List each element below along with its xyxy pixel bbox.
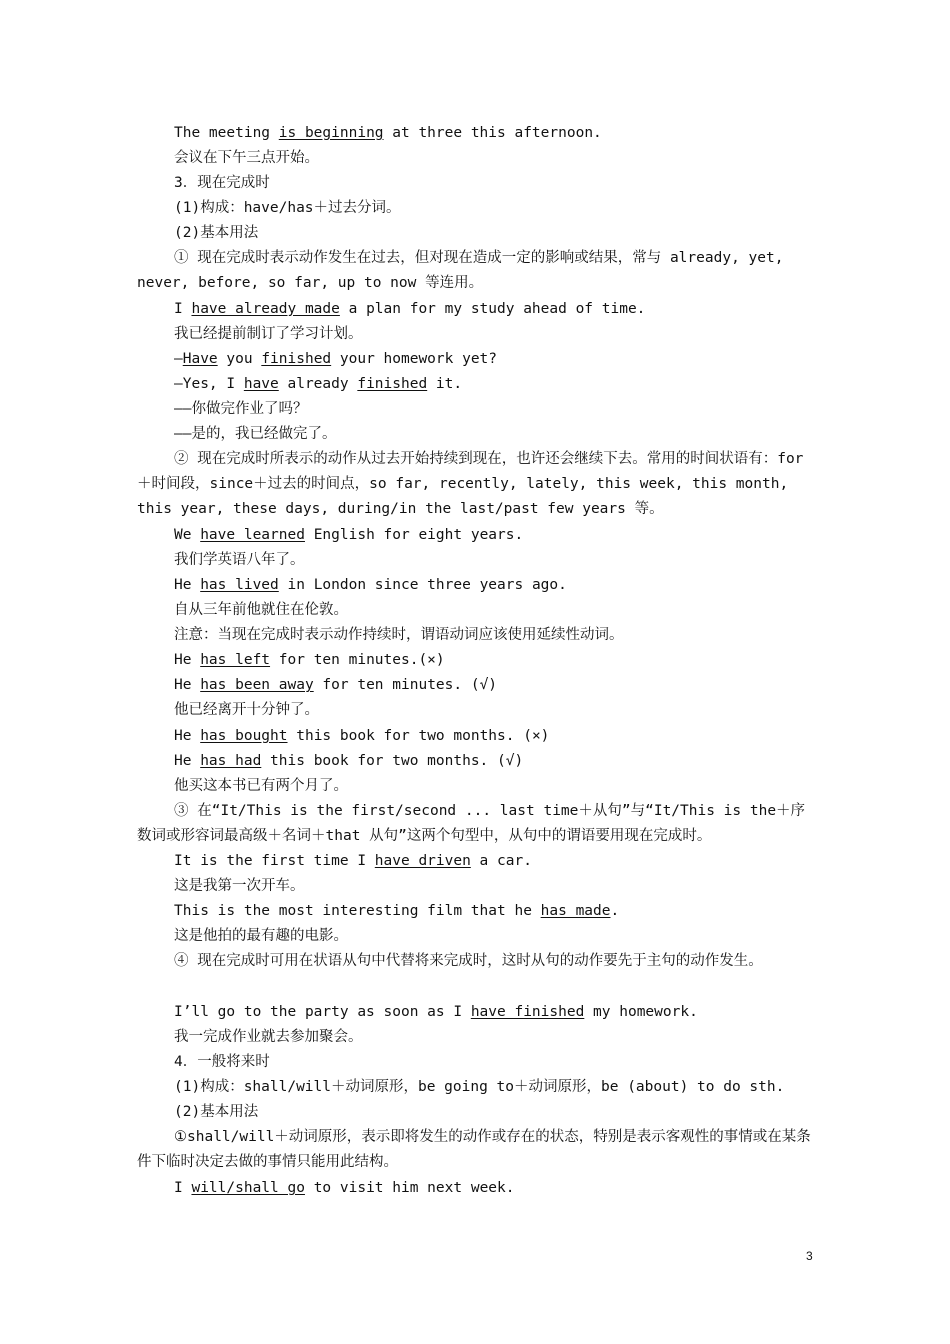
translation: 他已经离开十分钟了。 (174, 702, 319, 718)
example-sentence: We have learned English for eight years. (174, 527, 524, 543)
page-number: 3 (806, 1249, 813, 1263)
translation: 会议在下午三点开始。 (174, 150, 319, 166)
usage-paragraph: ①shall/will＋动词原形，表示即将发生的动作或存在的状态，特别是表示客观性的事情或在某条件下临时决定去做的事情只能用此结构。 (137, 1129, 811, 1170)
structure-note: (1)构成：shall/will＋动词原形，be going to＋动词原形，be (about) to do sth. (174, 1079, 785, 1095)
example-sentence: He has left for ten minutes.(×) (174, 652, 445, 668)
example-sentence: I will/shall go to visit him next week. (174, 1180, 515, 1196)
note: 注意：当现在完成时表示动作持续时，谓语动词应该使用延续性动词。 (174, 627, 624, 643)
example-sentence: It is the first time I have driven a car. (174, 853, 532, 869)
translation: ——是的，我已经做完了。 (174, 426, 337, 442)
example-sentence: This is the most interesting film that he has made. (174, 903, 620, 919)
dialogue-line: —Yes, I have already finished it. (174, 376, 463, 392)
translation: 自从三年前他就住在伦敦。 (174, 602, 348, 618)
dialogue-line: —Have you finished your homework yet? (174, 351, 498, 367)
section-heading: 3．现在完成时 (174, 175, 270, 191)
example-sentence: He has lived in London since three years ago. (174, 577, 567, 593)
subsection-heading: (2)基本用法 (174, 225, 259, 241)
example-sentence: He has bought this book for two months. (×) (174, 728, 550, 744)
translation: 他买这本书已有两个月了。 (174, 778, 348, 794)
translation: 这是我第一次开车。 (174, 878, 305, 894)
translation: 这是他拍的最有趣的电影。 (174, 928, 348, 944)
example-sentence: He has had this book for two months. (√) (174, 753, 524, 769)
translation: ——你做完作业了吗？ (174, 401, 308, 417)
section-heading: 4．一般将来时 (174, 1054, 270, 1070)
example-sentence: He has been away for ten minutes. (√) (174, 677, 498, 693)
usage-paragraph: ② 现在完成时所表示的动作从过去开始持续到现在，也许还会继续下去。常用的时间状语有：for＋时间段，since＋过去的时间点，so far, recently, lately, this week, this month, this year, these days, during/in the last/past few years 等。 (137, 451, 804, 517)
example-sentence: I’ll go to the party as soon as I have finished my homework. (174, 1004, 698, 1020)
subsection-heading: (2)基本用法 (174, 1104, 259, 1120)
example-sentence: The meeting is beginning at three this afternoon. (174, 125, 602, 141)
usage-paragraph: ④ 现在完成时可用在状语从句中代替将来完成时，这时从句的动作要先于主句的动作发生。 (174, 953, 763, 969)
translation: 我们学英语八年了。 (174, 552, 305, 568)
usage-paragraph: ① 现在完成时表示动作发生在过去，但对现在造成一定的影响或结果，常与 already, yet, never, before, so far, up to now 等连用。 (137, 250, 784, 291)
usage-paragraph: ③ 在“It/This is the first/second ... last time＋从句”与“It/This is the＋序数词或形容词最高级＋名词＋that 从句”这两个句型中，从句中的谓语要用现在完成时。 (137, 803, 806, 844)
example-sentence: I have already made a plan for my study ahead of time. (174, 301, 646, 317)
translation: 我已经提前制订了学习计划。 (174, 326, 363, 342)
translation: 我一完成作业就去参加聚会。 (174, 1029, 363, 1045)
structure-note: (1)构成：have/has＋过去分词。 (174, 200, 401, 216)
